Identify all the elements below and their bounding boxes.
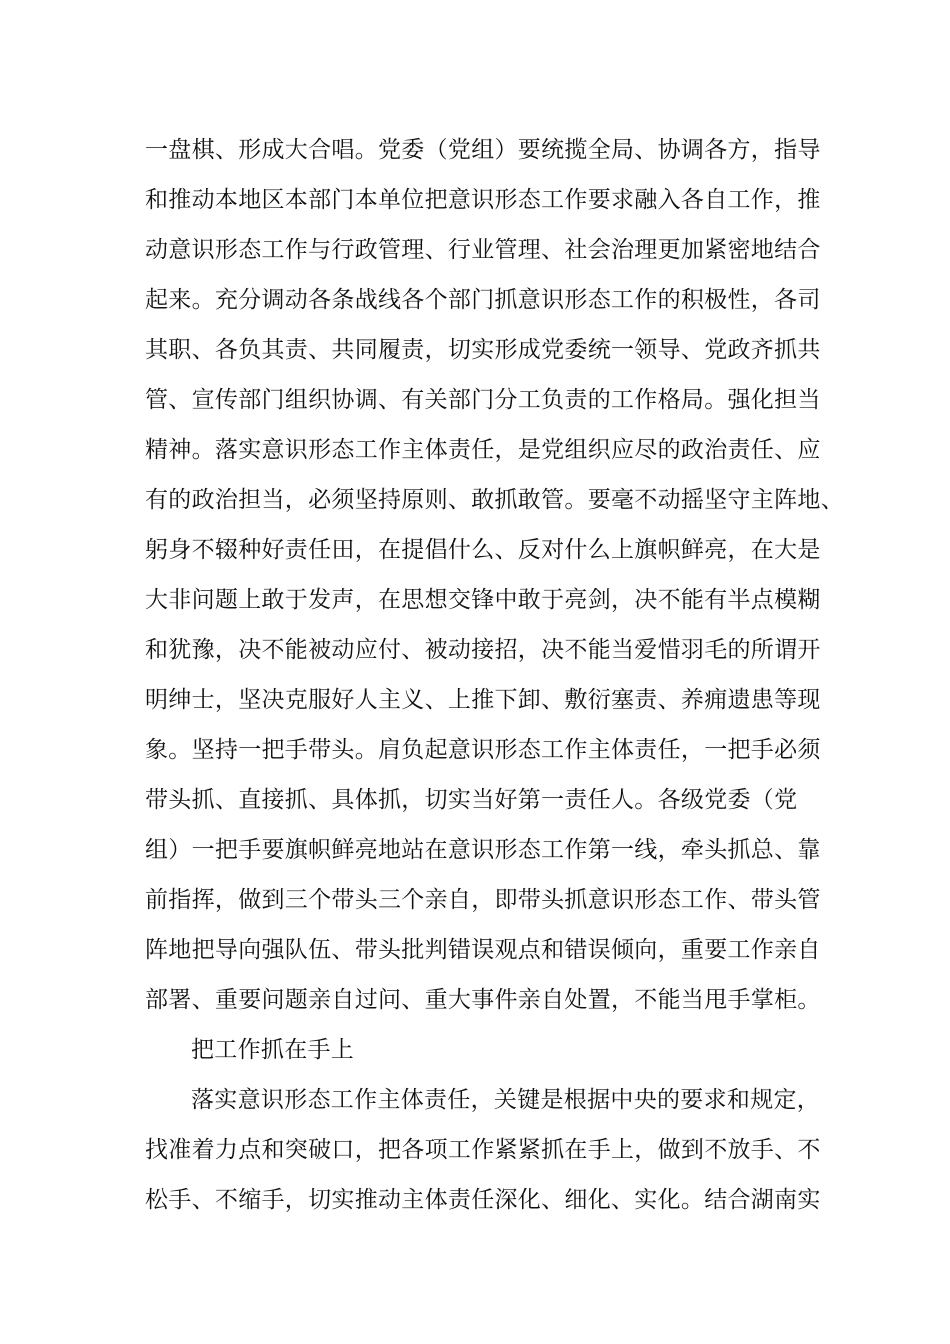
body-text-line: 落实意识形态工作主体责任，关键是根据中央的要求和规定，	[191, 1087, 821, 1113]
body-text-line: 找准着力点和突破口，把各项工作紧紧抓在手上，做到不放手、不	[145, 1137, 821, 1163]
body-text-line: 组）一把手要旗帜鲜亮地站在意识形态工作第一线，牵头抓总、靠	[145, 837, 821, 863]
body-text-line: 起来。充分调动各条战线各个部门抓意识形态工作的积极性，各司	[145, 287, 821, 313]
body-text-line: 松手、不缩手，切实推动主体责任深化、细化、实化。结合湖南实	[145, 1187, 821, 1213]
body-text-line: 象。坚持一把手带头。肩负起意识形态工作主体责任，一把手必须	[145, 737, 821, 763]
body-text-line: 精神。落实意识形态工作主体责任，是党组织应尽的政治责任、应	[145, 437, 821, 463]
body-text-line: 大非问题上敢于发声，在思想交锋中敢于亮剑，决不能有半点模糊	[145, 587, 821, 613]
body-text-line: 和犹豫，决不能被动应付、被动接招，决不能当爱惜羽毛的所谓开	[145, 637, 821, 663]
body-text-line: 前指挥，做到三个带头三个亲自，即带头抓意识形态工作、带头管	[145, 887, 821, 913]
body-text-line: 躬身不辍种好责任田，在提倡什么、反对什么上旗帜鲜亮，在大是	[145, 537, 821, 563]
body-text-line: 明绅士，坚决克服好人主义、上推下卸、敷衍塞责、养痈遗患等现	[145, 687, 821, 713]
body-text-line: 管、宣传部门组织协调、有关部门分工负责的工作格局。强化担当	[145, 387, 821, 413]
section-heading: 把工作抓在手上	[191, 1037, 355, 1063]
body-text-line: 其职、各负其责、共同履责，切实形成党委统一领导、党政齐抓共	[145, 337, 821, 363]
body-text-line: 有的政治担当，必须坚持原则、敢抓敢管。要毫不动摇坚守主阵地、	[145, 487, 844, 513]
body-text-line: 和推动本地区本部门本单位把意识形态工作要求融入各自工作，推	[145, 187, 821, 213]
body-text-line: 带头抓、直接抓、具体抓，切实当好第一责任人。各级党委（党	[145, 787, 798, 813]
body-text-line: 部署、重要问题亲自过问、重大事件亲自处置，不能当甩手掌柜。	[145, 987, 821, 1013]
body-text-line: 动意识形态工作与行政管理、行业管理、社会治理更加紧密地结合	[145, 237, 821, 263]
body-text-line: 一盘棋、形成大合唱。党委（党组）要统揽全局、协调各方，指导	[145, 137, 821, 163]
body-text-line: 阵地把导向强队伍、带头批判错误观点和错误倾向，重要工作亲自	[145, 937, 821, 963]
